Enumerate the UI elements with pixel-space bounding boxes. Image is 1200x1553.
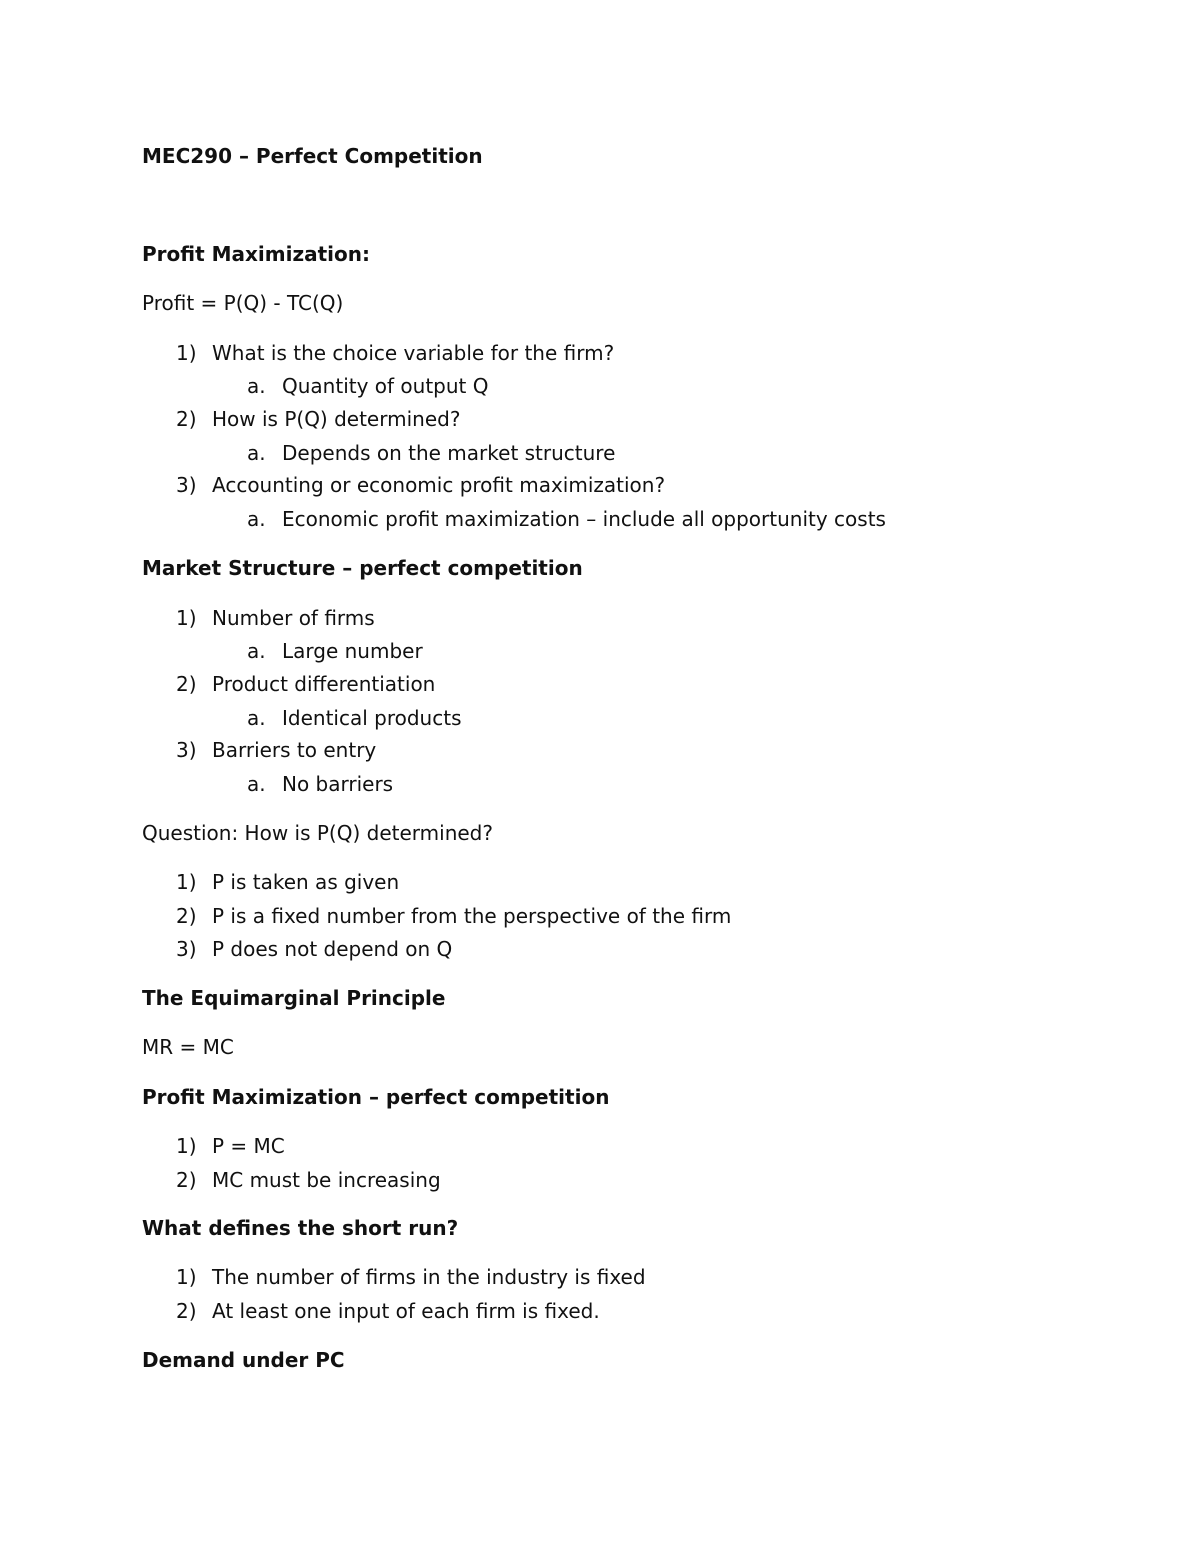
section-heading-profit-max-pc: Profit Maximization – perfect competition [142, 1085, 610, 1109]
sub-list-text: Depends on the market structure [282, 441, 616, 465]
sub-list-marker: a. [247, 706, 266, 730]
list-number: 3) [176, 738, 197, 762]
list-number: 2) [176, 904, 197, 928]
list-text: P is a fixed number from the perspective of the firm [212, 904, 732, 928]
sub-list-marker: a. [247, 507, 266, 531]
question-line: Question: How is P(Q) determined? [142, 821, 493, 845]
list-number: 3) [176, 473, 197, 497]
section-heading-profit-maximization: Profit Maximization: [142, 242, 370, 266]
list-text: Accounting or economic profit maximization? [212, 473, 666, 497]
list-number: 2) [176, 407, 197, 431]
sub-list-text: Identical products [282, 706, 462, 730]
list-text: At least one input of each firm is fixed. [212, 1299, 600, 1323]
sub-list-text: Quantity of output Q [282, 374, 489, 398]
section-heading-market-structure: Market Structure – perfect competition [142, 556, 583, 580]
equimarginal-formula: MR = MC [142, 1035, 234, 1059]
section-heading-demand-pc: Demand under PC [142, 1348, 345, 1372]
list-text: P does not depend on Q [212, 937, 453, 961]
sub-list-text: Economic profit maximization – include all opportunity costs [282, 507, 886, 531]
sub-list-marker: a. [247, 441, 266, 465]
list-number: 2) [176, 1299, 197, 1323]
list-text: Product differentiation [212, 672, 436, 696]
list-number: 2) [176, 672, 197, 696]
sub-list-marker: a. [247, 772, 266, 796]
list-number: 1) [176, 1134, 197, 1158]
list-text: P is taken as given [212, 870, 400, 894]
list-text: Number of firms [212, 606, 375, 630]
section-heading-equimarginal: The Equimarginal Principle [142, 986, 446, 1010]
section-heading-short-run: What defines the short run? [142, 1216, 459, 1240]
list-text: Barriers to entry [212, 738, 377, 762]
list-number: 1) [176, 341, 197, 365]
list-number: 1) [176, 606, 197, 630]
document-title: MEC290 – Perfect Competition [142, 144, 483, 168]
list-number: 1) [176, 870, 197, 894]
list-text: P = MC [212, 1134, 285, 1158]
list-text: How is P(Q) determined? [212, 407, 461, 431]
profit-formula: Profit = P(Q) - TC(Q) [142, 291, 344, 315]
sub-list-marker: a. [247, 374, 266, 398]
list-number: 1) [176, 1265, 197, 1289]
list-text: The number of firms in the industry is fixed [212, 1265, 646, 1289]
list-number: 3) [176, 937, 197, 961]
list-text: MC must be increasing [212, 1168, 441, 1192]
sub-list-text: No barriers [282, 772, 394, 796]
list-text: What is the choice variable for the firm? [212, 341, 615, 365]
sub-list-marker: a. [247, 639, 266, 663]
list-number: 2) [176, 1168, 197, 1192]
sub-list-text: Large number [282, 639, 423, 663]
